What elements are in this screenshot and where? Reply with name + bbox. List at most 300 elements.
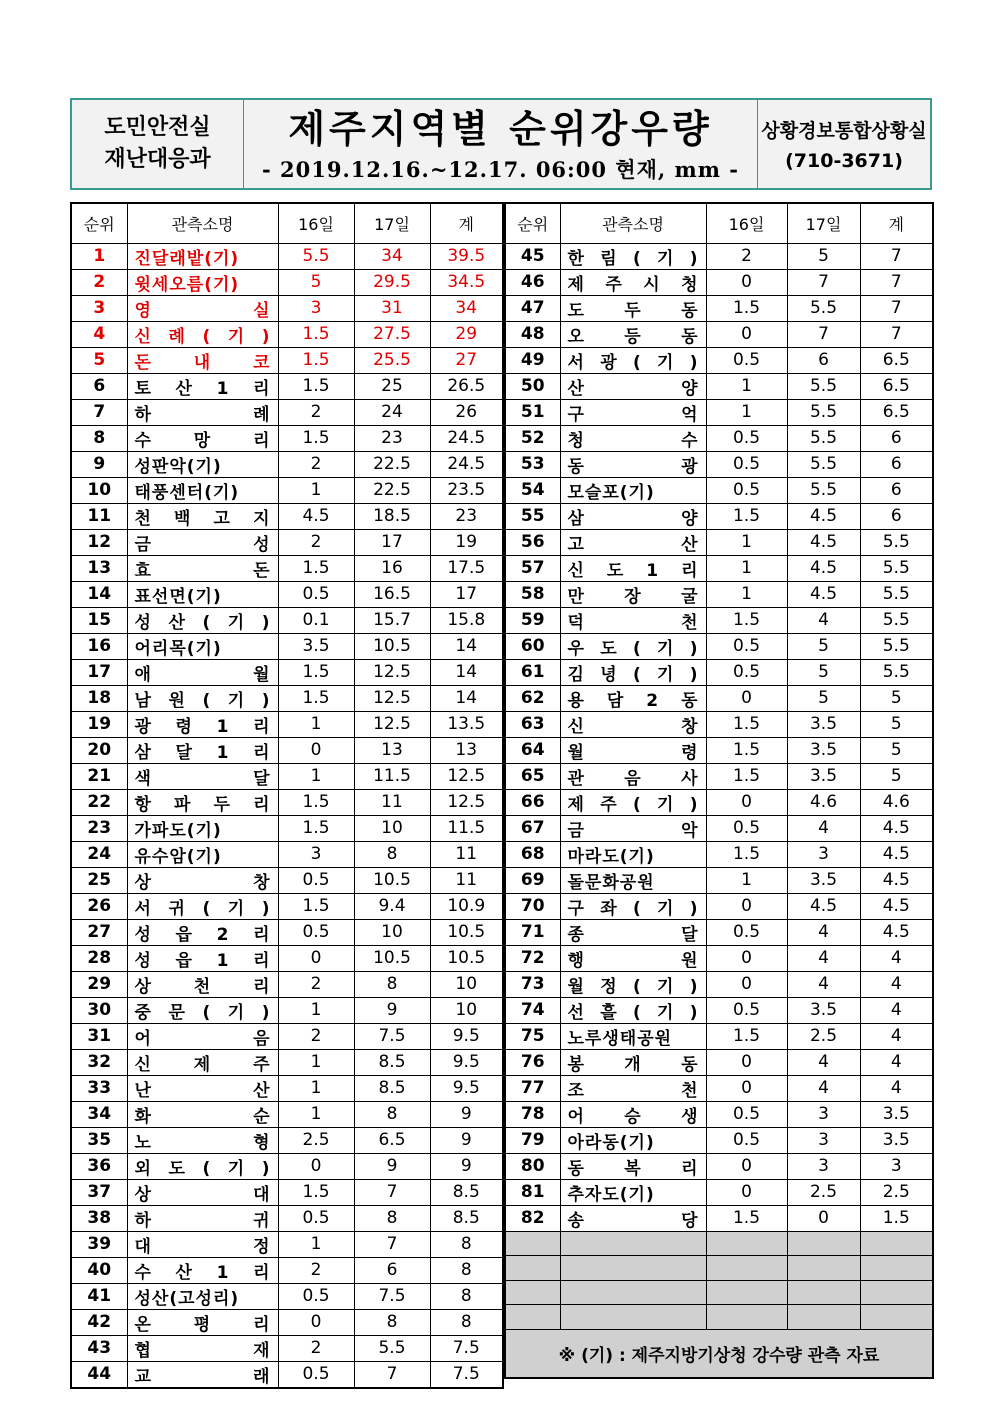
station-name: 하 귀 <box>134 1210 271 1231</box>
total-value-cell: 11 <box>430 841 503 867</box>
total-value-cell: 17 <box>430 581 503 607</box>
station-name-cell <box>127 815 278 841</box>
day16-value-cell: 1.5 <box>706 711 787 737</box>
rank-cell: 11 <box>71 503 127 529</box>
day17-value-cell: 9 <box>354 997 430 1023</box>
day17-value-cell: 16 <box>354 555 430 581</box>
col-day16: 16일 <box>278 203 354 243</box>
rank-cell: 28 <box>71 945 127 971</box>
rank-cell: 62 <box>505 685 560 711</box>
station-name-cell <box>127 1205 278 1231</box>
day16-value-cell: 1.5 <box>706 295 787 321</box>
day17-value-cell: 6.5 <box>354 1127 430 1153</box>
total-value-cell: 10 <box>430 997 503 1023</box>
table-row <box>71 919 503 945</box>
rank-cell: 48 <box>505 321 560 347</box>
table-row <box>505 763 933 789</box>
table-row <box>71 555 503 581</box>
day16-value-cell: 1 <box>278 1231 354 1257</box>
station-name-cell <box>560 1127 706 1153</box>
day16-value-cell: 0 <box>278 1309 354 1335</box>
rank-cell: 16 <box>71 633 127 659</box>
day16-value-cell: 3 <box>278 295 354 321</box>
division-name: 재난대응과 <box>104 147 211 172</box>
total-value-cell: 10 <box>430 971 503 997</box>
station-name: 온 평 리 <box>134 1314 271 1335</box>
day17-value-cell: 4 <box>787 607 860 633</box>
rank-cell: 35 <box>71 1127 127 1153</box>
table-row <box>505 1205 933 1231</box>
day16-value-cell: 2 <box>278 1023 354 1049</box>
day17-value-cell: 22.5 <box>354 451 430 477</box>
station-name-cell <box>127 1283 278 1309</box>
total-value-cell: 4.5 <box>860 815 933 841</box>
rank-cell: 46 <box>505 269 560 295</box>
rank-cell: 76 <box>505 1049 560 1075</box>
day17-value-cell: 10 <box>354 815 430 841</box>
rank-cell: 5 <box>71 347 127 373</box>
total-value-cell: 10.9 <box>430 893 503 919</box>
total-value-cell: 5.5 <box>860 555 933 581</box>
empty-cell <box>787 1256 860 1281</box>
total-value-cell: 4.5 <box>860 841 933 867</box>
station-name: 산 양 <box>567 378 699 399</box>
day17-value-cell: 3 <box>787 1101 860 1127</box>
day16-value-cell: 0.5 <box>706 347 787 373</box>
station-name-cell <box>127 1231 278 1257</box>
station-name: 제 주 시 청 <box>567 274 699 295</box>
station-name-cell <box>560 685 706 711</box>
day16-value-cell: 2 <box>278 1257 354 1283</box>
station-name-cell <box>560 945 706 971</box>
table-row <box>71 1179 503 1205</box>
station-name: 태풍센터(기) <box>134 482 240 503</box>
day16-value-cell: 0.5 <box>278 1205 354 1231</box>
rank-cell: 69 <box>505 867 560 893</box>
table-row <box>71 1257 503 1283</box>
total-value-cell: 7 <box>860 321 933 347</box>
rank-cell: 64 <box>505 737 560 763</box>
day17-value-cell: 5 <box>787 685 860 711</box>
day17-value-cell: 4 <box>787 945 860 971</box>
total-value-cell: 8.5 <box>430 1179 503 1205</box>
rank-cell: 41 <box>71 1283 127 1309</box>
station-name: 대 정 <box>134 1236 271 1257</box>
col-rank: 순위 <box>71 203 127 243</box>
total-value-cell: 4 <box>860 1049 933 1075</box>
table-row <box>505 425 933 451</box>
total-value-cell: 9 <box>430 1127 503 1153</box>
station-name: 진달래밭(기) <box>134 248 240 269</box>
station-name-cell <box>127 1023 278 1049</box>
station-name-cell <box>127 503 278 529</box>
table-row <box>505 789 933 815</box>
day16-value-cell: 0 <box>706 685 787 711</box>
rank-cell: 74 <box>505 997 560 1023</box>
empty-cell <box>706 1280 787 1305</box>
day17-value-cell: 22.5 <box>354 477 430 503</box>
table-row <box>71 1075 503 1101</box>
empty-cell <box>505 1231 560 1256</box>
station-name-cell <box>560 1023 706 1049</box>
day16-value-cell: 0 <box>278 945 354 971</box>
table-row <box>505 295 933 321</box>
rank-cell: 24 <box>71 841 127 867</box>
day16-value-cell: 1.5 <box>706 763 787 789</box>
day17-value-cell: 6 <box>787 347 860 373</box>
day17-value-cell: 3 <box>787 1127 860 1153</box>
total-value-cell: 9.5 <box>430 1023 503 1049</box>
total-value-cell: 17.5 <box>430 555 503 581</box>
table-row <box>71 1101 503 1127</box>
total-value-cell: 4.5 <box>860 919 933 945</box>
day16-value-cell: 0.5 <box>278 581 354 607</box>
station-name: 상 대 <box>134 1184 271 1205</box>
station-name: 만 장 굴 <box>567 586 699 607</box>
station-name-cell <box>560 1179 706 1205</box>
total-value-cell: 27 <box>430 347 503 373</box>
station-name-cell <box>127 607 278 633</box>
rank-cell: 49 <box>505 347 560 373</box>
day17-value-cell: 4.5 <box>787 503 860 529</box>
station-name: 선 흘 ( 기 ) <box>567 1002 699 1023</box>
station-name: 중 문 ( 기 ) <box>134 1002 271 1023</box>
table-row <box>71 867 503 893</box>
rank-cell: 79 <box>505 1127 560 1153</box>
station-name: 관 음 사 <box>567 768 699 789</box>
rank-cell: 32 <box>71 1049 127 1075</box>
empty-cell <box>787 1305 860 1330</box>
rank-cell: 12 <box>71 529 127 555</box>
station-name: 도 두 동 <box>567 300 699 321</box>
rank-cell: 82 <box>505 1205 560 1231</box>
day16-value-cell: 0.5 <box>706 633 787 659</box>
station-name: 성 읍 2 리 <box>134 924 271 945</box>
station-name-cell <box>127 1257 278 1283</box>
rank-cell: 10 <box>71 477 127 503</box>
station-name: 구 억 <box>567 404 699 425</box>
station-name-cell <box>127 1179 278 1205</box>
station-name-cell <box>560 1075 706 1101</box>
station-name: 성 산 ( 기 ) <box>134 612 271 633</box>
station-name: 상 천 리 <box>134 976 271 997</box>
table-row <box>505 997 933 1023</box>
station-name: 추자도(기) <box>567 1184 655 1205</box>
day16-value-cell: 0.5 <box>278 867 354 893</box>
day16-value-cell: 2 <box>278 399 354 425</box>
station-name: 하 례 <box>134 404 271 425</box>
table-row <box>505 529 933 555</box>
total-value-cell: 4 <box>860 997 933 1023</box>
table-row <box>71 399 503 425</box>
empty-row <box>505 1256 933 1281</box>
station-name-cell <box>560 867 706 893</box>
station-name: 신 도 1 리 <box>567 560 699 581</box>
empty-cell <box>505 1305 560 1330</box>
day17-value-cell: 6 <box>354 1257 430 1283</box>
station-name: 난 산 <box>134 1080 271 1101</box>
day17-value-cell: 10.5 <box>354 633 430 659</box>
station-name-cell <box>560 1049 706 1075</box>
table-row <box>71 711 503 737</box>
day16-value-cell: 0.5 <box>706 477 787 503</box>
station-name: 돈 내 코 <box>134 352 271 373</box>
day17-value-cell: 8 <box>354 1205 430 1231</box>
total-value-cell: 10.5 <box>430 945 503 971</box>
rank-cell: 3 <box>71 295 127 321</box>
day16-value-cell: 5.5 <box>278 243 354 269</box>
total-value-cell: 13 <box>430 737 503 763</box>
station-name-cell <box>560 451 706 477</box>
rank-cell: 30 <box>71 997 127 1023</box>
station-name: 화 순 <box>134 1106 271 1127</box>
day17-value-cell: 13 <box>354 737 430 763</box>
rank-cell: 4 <box>71 321 127 347</box>
day16-value-cell: 0 <box>706 1049 787 1075</box>
day17-value-cell: 9.4 <box>354 893 430 919</box>
station-name: 금 성 <box>134 534 271 555</box>
total-value-cell: 34.5 <box>430 269 503 295</box>
day17-value-cell: 7 <box>787 321 860 347</box>
total-value-cell: 8 <box>430 1231 503 1257</box>
rank-cell: 55 <box>505 503 560 529</box>
station-name-cell <box>127 659 278 685</box>
station-name: 유수암(기) <box>134 846 222 867</box>
day17-value-cell: 5.5 <box>354 1335 430 1361</box>
day17-value-cell: 4.5 <box>787 555 860 581</box>
table-row <box>505 399 933 425</box>
day16-value-cell: 0.1 <box>278 607 354 633</box>
rank-cell: 17 <box>71 659 127 685</box>
rank-cell: 66 <box>505 789 560 815</box>
rank-cell: 22 <box>71 789 127 815</box>
station-name-cell <box>560 269 706 295</box>
station-name-cell <box>560 1101 706 1127</box>
col-day17: 17일 <box>787 203 860 243</box>
station-name: 남 원 ( 기 ) <box>134 690 271 711</box>
table-row <box>71 269 503 295</box>
table-row <box>505 633 933 659</box>
table-row <box>71 945 503 971</box>
day17-value-cell: 4.5 <box>787 529 860 555</box>
day16-value-cell: 0.5 <box>278 1283 354 1309</box>
table-row <box>505 347 933 373</box>
table-row <box>71 685 503 711</box>
day17-value-cell: 4.5 <box>787 893 860 919</box>
day17-value-cell: 4.5 <box>787 581 860 607</box>
total-value-cell: 19 <box>430 529 503 555</box>
day16-value-cell: 5 <box>278 269 354 295</box>
col-total: 계 <box>430 203 503 243</box>
table-row <box>505 373 933 399</box>
table-row <box>71 971 503 997</box>
station-name: 애 월 <box>134 664 271 685</box>
day16-value-cell: 4.5 <box>278 503 354 529</box>
table-row <box>505 867 933 893</box>
station-name-cell <box>560 399 706 425</box>
total-value-cell: 5.5 <box>860 633 933 659</box>
day17-value-cell: 9 <box>354 1153 430 1179</box>
empty-cell <box>706 1256 787 1281</box>
station-name: 김 녕 ( 기 ) <box>567 664 699 685</box>
rank-cell: 77 <box>505 1075 560 1101</box>
total-value-cell: 6 <box>860 451 933 477</box>
empty-cell <box>560 1305 706 1330</box>
station-name: 월 정 ( 기 ) <box>567 976 699 997</box>
station-name: 우 도 ( 기 ) <box>567 638 699 659</box>
station-name-cell <box>127 529 278 555</box>
station-name: 어리목(기) <box>134 638 222 659</box>
rank-cell: 54 <box>505 477 560 503</box>
table-row <box>71 1205 503 1231</box>
table-row <box>71 997 503 1023</box>
station-name: 조 천 <box>567 1080 699 1101</box>
day16-value-cell: 0 <box>706 1153 787 1179</box>
total-value-cell: 4.6 <box>860 789 933 815</box>
total-value-cell: 5 <box>860 711 933 737</box>
table-row <box>71 607 503 633</box>
station-name: 구 좌 ( 기 ) <box>567 898 699 919</box>
table-row <box>505 503 933 529</box>
station-name: 한 림 ( 기 ) <box>567 248 699 269</box>
total-value-cell: 8 <box>430 1283 503 1309</box>
table-row <box>505 971 933 997</box>
day17-value-cell: 3.5 <box>787 737 860 763</box>
day16-value-cell: 0.5 <box>706 425 787 451</box>
empty-cell <box>787 1280 860 1305</box>
table-row <box>71 1283 503 1309</box>
day17-value-cell: 0 <box>787 1205 860 1231</box>
total-value-cell: 39.5 <box>430 243 503 269</box>
empty-cell <box>505 1256 560 1281</box>
station-name: 신 제 주 <box>134 1054 271 1075</box>
rank-cell: 75 <box>505 1023 560 1049</box>
rank-cell: 51 <box>505 399 560 425</box>
rank-cell: 47 <box>505 295 560 321</box>
rank-cell: 60 <box>505 633 560 659</box>
rank-cell: 39 <box>71 1231 127 1257</box>
table-row <box>71 737 503 763</box>
station-name-cell <box>127 425 278 451</box>
day17-value-cell: 7 <box>354 1179 430 1205</box>
table-row <box>505 321 933 347</box>
station-name-cell <box>127 399 278 425</box>
station-name-cell <box>127 737 278 763</box>
day17-value-cell: 8 <box>354 971 430 997</box>
table-row <box>71 425 503 451</box>
station-name-cell <box>127 633 278 659</box>
total-value-cell: 23 <box>430 503 503 529</box>
day16-value-cell: 1.5 <box>278 659 354 685</box>
total-value-cell: 8.5 <box>430 1205 503 1231</box>
table-row <box>505 243 933 269</box>
station-name: 덕 천 <box>567 612 699 633</box>
station-name-cell <box>560 841 706 867</box>
day17-value-cell: 7 <box>354 1361 430 1388</box>
day16-value-cell: 1.5 <box>706 1023 787 1049</box>
day17-value-cell: 23 <box>354 425 430 451</box>
day17-value-cell: 7.5 <box>354 1023 430 1049</box>
day17-value-cell: 3.5 <box>787 711 860 737</box>
total-value-cell: 1.5 <box>860 1205 933 1231</box>
col-day17: 17일 <box>354 203 430 243</box>
office-name: 상황경보통합상황실 <box>761 120 927 142</box>
day17-value-cell: 5.5 <box>787 399 860 425</box>
day17-value-cell: 18.5 <box>354 503 430 529</box>
station-name: 수 산 1 리 <box>134 1262 271 1283</box>
empty-cell <box>505 1280 560 1305</box>
total-value-cell: 4 <box>860 971 933 997</box>
table-row <box>505 841 933 867</box>
day17-value-cell: 3.5 <box>787 867 860 893</box>
station-name-cell <box>560 893 706 919</box>
station-name-cell <box>560 529 706 555</box>
station-name-cell <box>127 1361 278 1388</box>
page-subtitle: - 2019.12.16.~12.17. 06:00 현재, mm - <box>261 157 739 182</box>
day16-value-cell: 2 <box>706 243 787 269</box>
rank-cell: 23 <box>71 815 127 841</box>
total-value-cell: 9 <box>430 1101 503 1127</box>
day17-value-cell: 4 <box>787 919 860 945</box>
day16-value-cell: 0 <box>706 269 787 295</box>
footnote: ※ (기) : 제주지방기상청 강수량 관측 자료 <box>505 1329 933 1378</box>
total-value-cell: 5 <box>860 685 933 711</box>
day16-value-cell: 1 <box>278 711 354 737</box>
station-name-cell <box>127 321 278 347</box>
total-value-cell: 24.5 <box>430 425 503 451</box>
rank-cell: 18 <box>71 685 127 711</box>
rank-cell: 72 <box>505 945 560 971</box>
station-name-cell <box>560 633 706 659</box>
department-name: 도민안전실 <box>104 115 211 140</box>
rank-cell: 2 <box>71 269 127 295</box>
total-value-cell: 14 <box>430 685 503 711</box>
day16-value-cell: 1 <box>278 1101 354 1127</box>
station-name: 송 당 <box>567 1210 699 1231</box>
day17-value-cell: 10 <box>354 919 430 945</box>
rank-cell: 44 <box>71 1361 127 1388</box>
rank-cell: 67 <box>505 815 560 841</box>
rank-cell: 20 <box>71 737 127 763</box>
day17-value-cell: 4 <box>787 971 860 997</box>
table-row <box>71 347 503 373</box>
station-name-cell <box>127 451 278 477</box>
rank-cell: 33 <box>71 1075 127 1101</box>
table-header-row <box>505 203 933 243</box>
table-row <box>71 893 503 919</box>
day16-value-cell: 0.5 <box>706 659 787 685</box>
empty-row <box>505 1280 933 1305</box>
station-name: 돌문화공원 <box>567 872 655 893</box>
rank-cell: 7 <box>71 399 127 425</box>
total-value-cell: 3.5 <box>860 1101 933 1127</box>
day17-value-cell: 3 <box>787 841 860 867</box>
day16-value-cell: 2 <box>278 971 354 997</box>
table-row <box>505 581 933 607</box>
table-row <box>505 451 933 477</box>
total-value-cell: 7 <box>860 295 933 321</box>
day17-value-cell: 12.5 <box>354 685 430 711</box>
station-name-cell <box>560 763 706 789</box>
day17-value-cell: 31 <box>354 295 430 321</box>
station-name-cell <box>127 1101 278 1127</box>
station-name: 오 등 동 <box>567 326 699 347</box>
total-value-cell: 14 <box>430 659 503 685</box>
day16-value-cell: 1.5 <box>706 607 787 633</box>
day17-value-cell: 16.5 <box>354 581 430 607</box>
day17-value-cell: 11 <box>354 789 430 815</box>
total-value-cell: 4.5 <box>860 867 933 893</box>
